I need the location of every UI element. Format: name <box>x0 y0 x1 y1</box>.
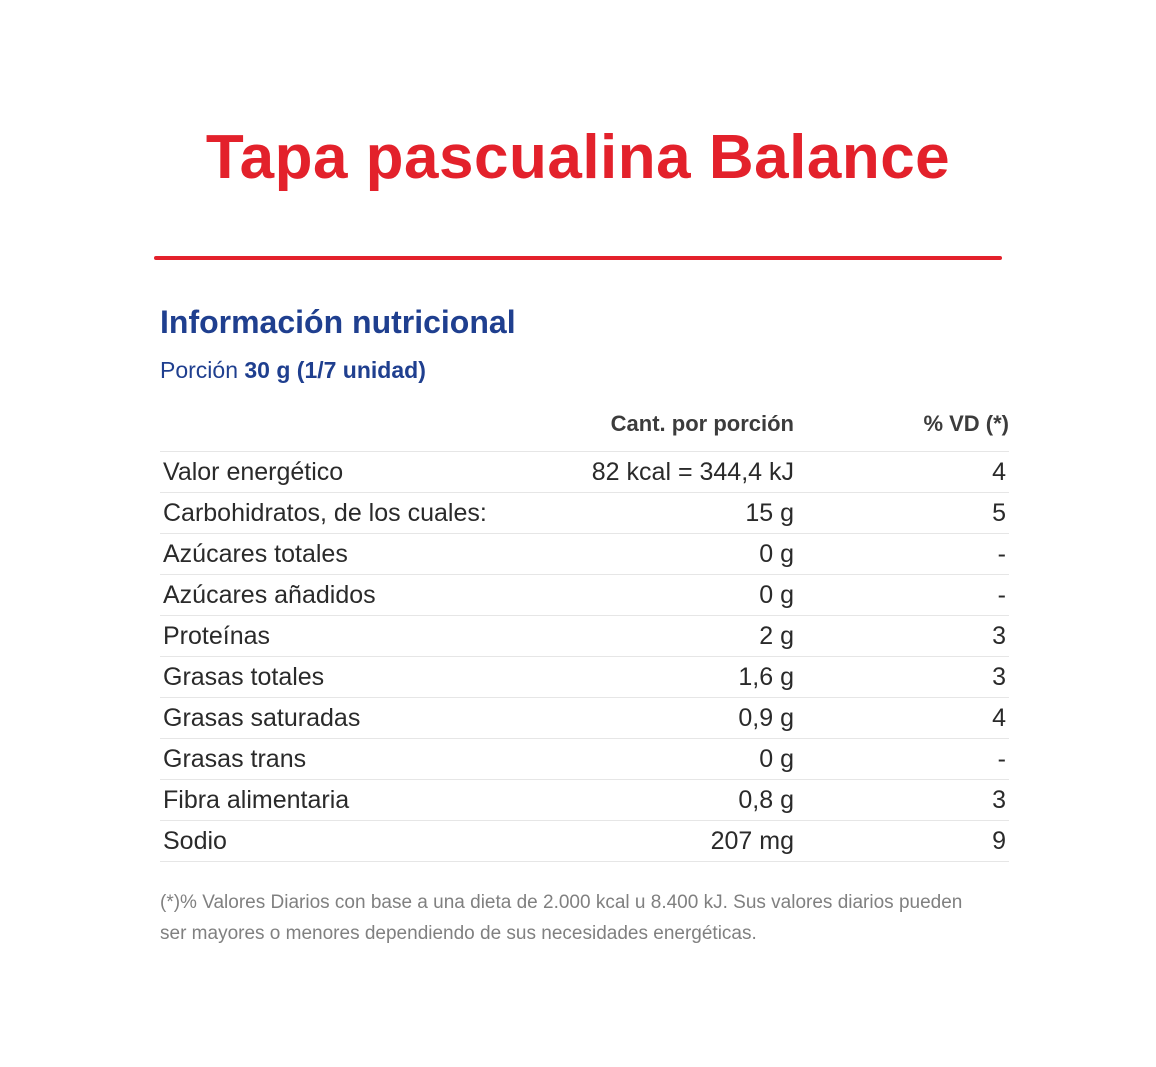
nutrient-name: Carbohidratos, de los cuales: <box>163 499 487 527</box>
nutrient-name: Azúcares totales <box>163 540 348 568</box>
table-row <box>160 779 1009 820</box>
nutrient-amount: 2 g <box>759 622 794 650</box>
portion-info <box>160 355 426 385</box>
nutrient-amount: 0,8 g <box>738 786 794 814</box>
portion-value: 30 g (1/7 unidad) <box>244 357 426 383</box>
nutrient-name: Azúcares añadidos <box>163 581 376 609</box>
table-row <box>160 615 1009 656</box>
table-row <box>160 574 1009 615</box>
nutrition-table-header <box>160 408 1009 444</box>
table-row <box>160 697 1009 738</box>
nutrient-name: Proteínas <box>163 622 271 650</box>
nutrient-name: Fibra alimentaria <box>163 786 350 814</box>
table-row <box>160 738 1009 779</box>
nutrient-amount: 0 g <box>759 581 794 609</box>
column-header-amount: Cant. por porción <box>610 411 794 436</box>
table-row <box>160 820 1009 862</box>
nutrient-amount: 15 g <box>745 499 794 527</box>
nutrient-vd: 4 <box>992 458 1006 486</box>
nutrient-amount: 0,9 g <box>738 704 794 732</box>
portion-label: Porción <box>160 357 238 383</box>
nutrient-name: Grasas totales <box>163 663 325 691</box>
title-divider <box>154 256 1002 260</box>
nutrient-vd: 5 <box>992 499 1006 527</box>
nutrient-name: Valor energético <box>163 458 344 486</box>
nutrient-vd: - <box>997 581 1006 609</box>
nutrition-table <box>160 451 1009 862</box>
nutrient-amount: 207 mg <box>710 827 794 855</box>
nutrient-amount: 82 kcal = 344,4 kJ <box>591 458 794 486</box>
product-title: Tapa pascualina Balance <box>205 123 951 192</box>
nutrient-name: Sodio <box>163 827 227 855</box>
nutrient-vd: 3 <box>992 622 1006 650</box>
nutrient-amount: 1,6 g <box>738 663 794 691</box>
table-row <box>160 451 1009 492</box>
nutrient-vd: 3 <box>992 786 1006 814</box>
nutrient-vd: 3 <box>992 663 1006 691</box>
table-row <box>160 656 1009 697</box>
nutrition-section-title: Información nutricional <box>160 304 516 340</box>
column-header-vd: % VD (*) <box>923 411 1009 436</box>
nutrient-vd: - <box>997 540 1006 568</box>
nutrient-name: Grasas trans <box>163 745 307 773</box>
nutrient-vd: 4 <box>992 704 1006 732</box>
nutrient-vd: 9 <box>992 827 1006 855</box>
nutrient-amount: 0 g <box>759 745 794 773</box>
table-row <box>160 533 1009 574</box>
table-row <box>160 492 1009 533</box>
daily-value-footnote: (*)% Valores Diarios con base a una dieta de 2.000 kcal u 8.400 kJ. Sus valores diarios pueden ser mayores o menores dependiendo de sus necesidades energéticas. <box>160 892 963 944</box>
nutrient-amount: 0 g <box>759 540 794 568</box>
nutrient-vd: - <box>997 745 1006 773</box>
nutrient-name: Grasas saturadas <box>163 704 361 732</box>
